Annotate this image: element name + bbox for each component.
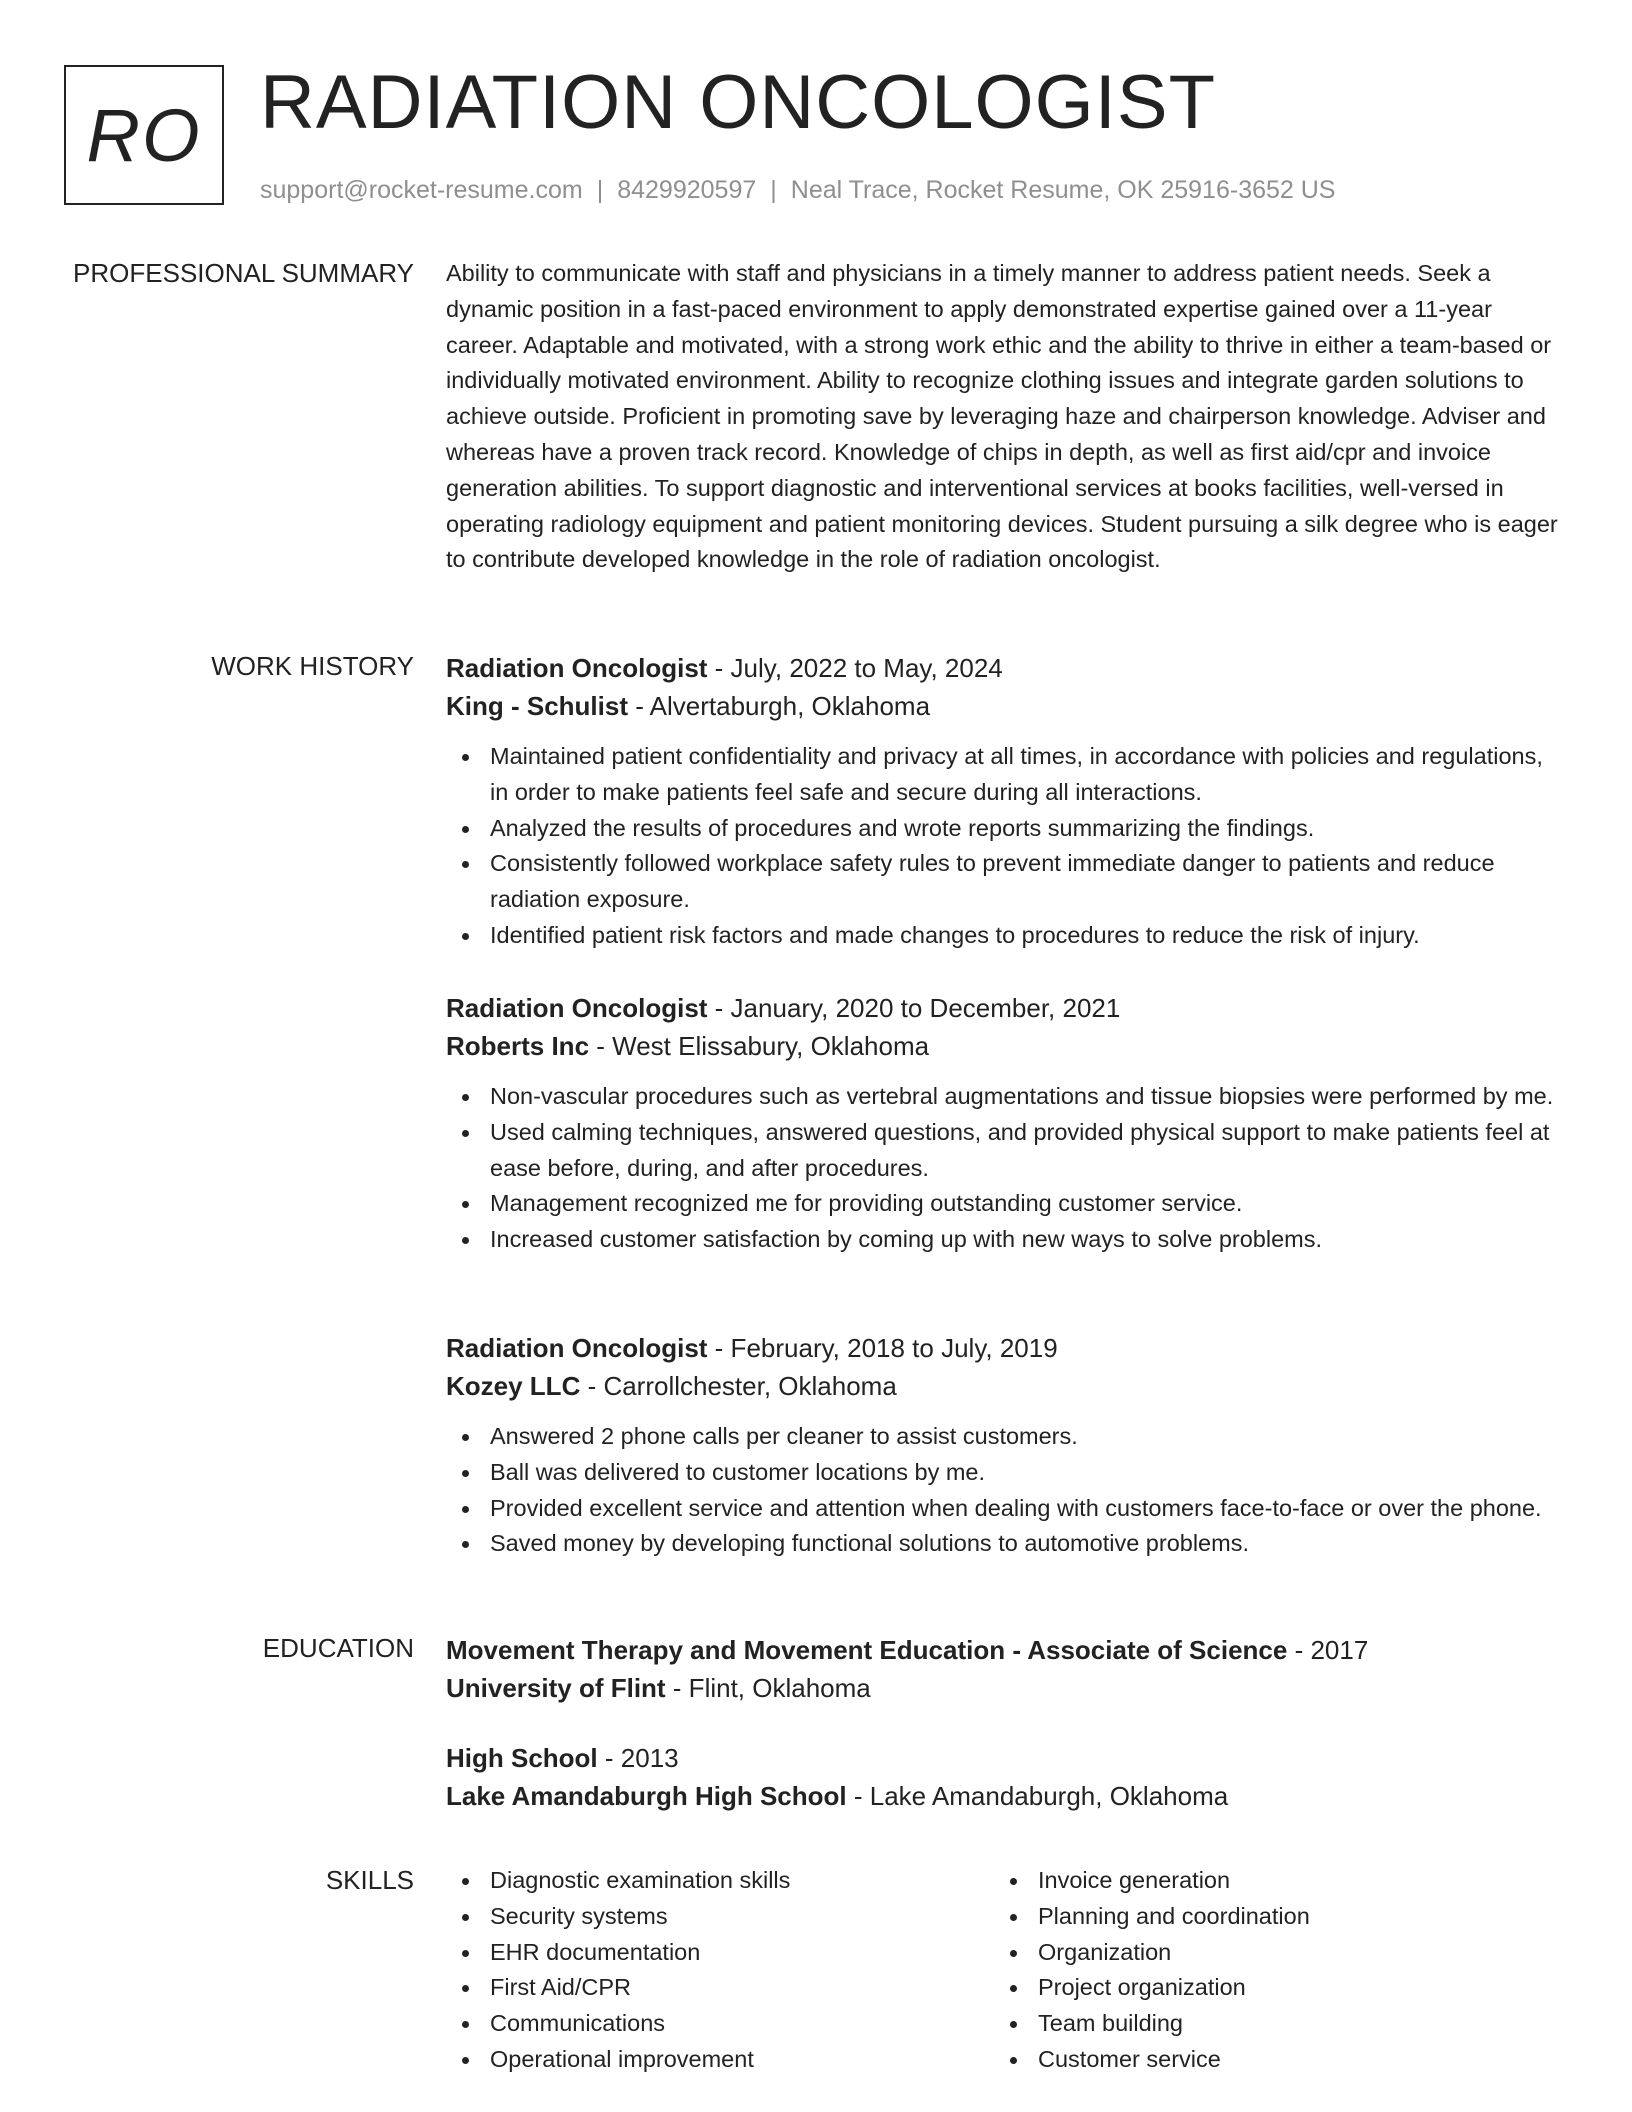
- graduation-year: - 2017: [1287, 1635, 1369, 1665]
- bullet-item: Provided excellent service and attention when dealing with customers face-to-face or over the phone.: [446, 1491, 1566, 1527]
- summary-text: Ability to communicate with staff and physicians in a timely manner to address patient needs. Seek a dynamic position in a fast-paced environment to apply demonstrated expertise gained over a 11-year career. Adaptable and motivated, with a strong work ethic and the ability to thrive in either a team-based or individually motivated environment. Ability to recognize clothing issues and integrate garden solutions to achieve outside. Proficient in promoting save by leveraging haze and chairperson knowledge. Adviser and whereas have a proven track record. Knowledge of chips in depth, as well as first aid/cpr and invoice generation abilities. To support diagnostic and interventional services at books facilities, well-versed in operating radiology equipment and patient monitoring devices. Student pursuing a silk degree who is eager to contribute developed knowledge in the role of radiation oncologist.: [446, 260, 1558, 573]
- job-bullets: [446, 739, 1566, 954]
- job-title: Radiation Oncologist: [446, 993, 708, 1023]
- resume-header: [64, 60, 1564, 210]
- bullet-item: Ball was delivered to customer locations by me.: [446, 1455, 1566, 1491]
- skill-item: Customer service: [994, 2042, 1534, 2078]
- job-entry: [446, 1329, 1566, 1562]
- bullet-item: Management recognized me for providing outstanding customer service.: [446, 1186, 1566, 1222]
- job-entry: [446, 989, 1566, 1258]
- bullet-item: Increased customer satisfaction by coming up with new ways to solve problems.: [446, 1222, 1566, 1258]
- company-name: Roberts Inc: [446, 1031, 590, 1061]
- bullet-item: Maintained patient confidentiality and privacy at all times, in accordance with policies and regulations, in order to make patients feel safe and secure during all interactions.: [446, 739, 1566, 811]
- skill-item: First Aid/CPR: [446, 1970, 986, 2006]
- separator: |: [770, 176, 777, 204]
- job-location: - West Elissabury, Oklahoma: [589, 1031, 930, 1061]
- school-name: University of Flint: [446, 1673, 666, 1703]
- skills-list-right: [994, 1863, 1534, 2078]
- bullet-item: Non-vascular procedures such as vertebral augmentations and tissue biopsies were performed by me.: [446, 1079, 1566, 1115]
- section-heading: EDUCATION: [262, 1633, 414, 1663]
- section-heading: WORK HISTORY: [211, 651, 414, 681]
- skill-item: Team building: [994, 2006, 1534, 2042]
- candidate-name: RADIATION ONCOLOGIST: [260, 60, 1217, 145]
- separator: |: [596, 176, 604, 204]
- skills-list-left: [446, 1863, 986, 2078]
- skill-item: Planning and coordination: [994, 1899, 1534, 1935]
- job-bullets: [446, 1419, 1566, 1562]
- skill-item: Operational improvement: [446, 2042, 986, 2078]
- skill-item: Diagnostic examination skills: [446, 1863, 986, 1899]
- job-entry: [446, 649, 1566, 954]
- skill-item: Invoice generation: [994, 1863, 1534, 1899]
- monogram-logo: RO: [64, 65, 224, 205]
- skill-item: Communications: [446, 2006, 986, 2042]
- degree-name: Movement Therapy and Movement Education - Associate of Science: [446, 1635, 1288, 1665]
- email-link[interactable]: support@rocket-resume.com: [260, 176, 583, 204]
- section-heading: PROFESSIONAL SUMMARY: [73, 258, 414, 288]
- degree-name: High School: [446, 1743, 598, 1773]
- address: Neal Trace, Rocket Resume, OK 25916-3652 US: [790, 176, 1336, 204]
- job-dates: - January, 2020 to December, 2021: [707, 993, 1121, 1023]
- bullet-item: Consistently followed workplace safety rules to prevent immediate danger to patients and reduce radiation exposure.: [446, 846, 1566, 918]
- skill-item: Organization: [994, 1935, 1534, 1971]
- job-title: Radiation Oncologist: [446, 653, 708, 683]
- contact-line: [260, 176, 1335, 205]
- job-location: - Alvertaburgh, Oklahoma: [628, 691, 931, 721]
- job-dates: - July, 2022 to May, 2024: [707, 653, 1003, 683]
- job-location: - Carrollchester, Oklahoma: [580, 1371, 897, 1401]
- bullet-item: Used calming techniques, answered questions, and provided physical support to make patients feel at ease before, during, and after procedures.: [446, 1115, 1566, 1187]
- school-location: - Lake Amandaburgh, Oklahoma: [846, 1781, 1229, 1811]
- skill-item: Security systems: [446, 1899, 986, 1935]
- job-bullets: [446, 1079, 1566, 1258]
- school-location: - Flint, Oklahoma: [665, 1673, 871, 1703]
- phone-number[interactable]: 8429920597: [617, 176, 757, 204]
- education-entry: [446, 1631, 1566, 1707]
- company-name: King - Schulist: [446, 691, 628, 721]
- education-entry: [446, 1739, 1566, 1815]
- bullet-item: Saved money by developing functional solutions to automotive problems.: [446, 1526, 1566, 1562]
- school-name: Lake Amandaburgh High School: [446, 1781, 847, 1811]
- section-heading: SKILLS: [325, 1865, 414, 1895]
- job-title: Radiation Oncologist: [446, 1333, 708, 1363]
- job-dates: - February, 2018 to July, 2019: [707, 1333, 1058, 1363]
- skill-item: EHR documentation: [446, 1935, 986, 1971]
- bullet-item: Answered 2 phone calls per cleaner to assist customers.: [446, 1419, 1566, 1455]
- skill-item: Project organization: [994, 1970, 1534, 2006]
- bullet-item: Analyzed the results of procedures and wrote reports summarizing the findings.: [446, 811, 1566, 847]
- graduation-year: - 2013: [597, 1743, 679, 1773]
- company-name: Kozey LLC: [446, 1371, 581, 1401]
- bullet-item: Identified patient risk factors and made changes to procedures to reduce the risk of injury.: [446, 918, 1566, 954]
